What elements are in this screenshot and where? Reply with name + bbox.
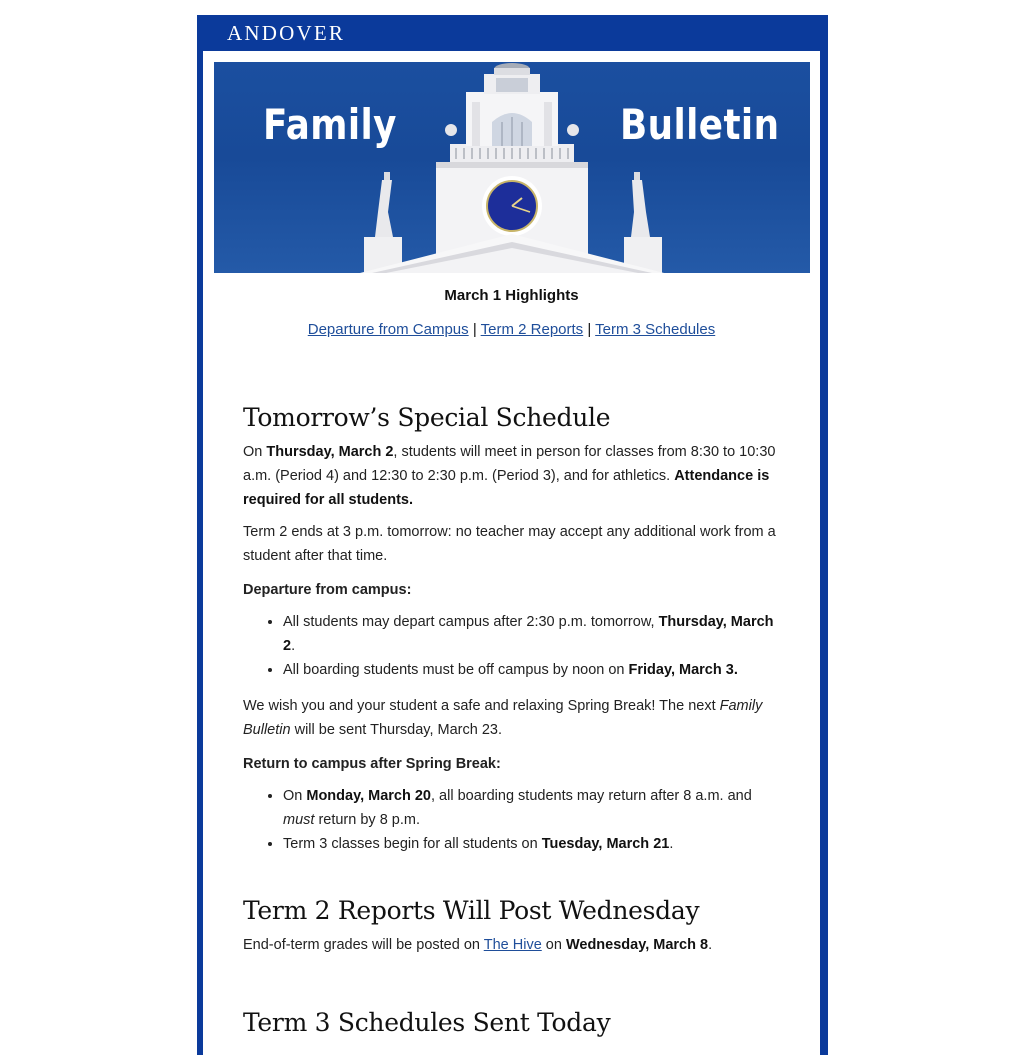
list-item: • Term 3 classes begin for all students on Tuesday, March 21.: [283, 832, 783, 856]
list-item: • All boarding students must be off campus by noon on Friday, March 3.: [283, 658, 783, 682]
hero-title-right: Bulletin: [620, 100, 780, 149]
section-title: Tomorrow’s Special Schedule: [243, 403, 611, 432]
nav-link-term3-schedules[interactable]: Term 3 Schedules: [595, 321, 716, 338]
term-end-paragraph: Term 2 ends at 3 p.m. tomorrow: no teacher may accept any additional work from a student after that time.: [243, 524, 776, 564]
andover-logo[interactable]: ANDOVER: [227, 21, 346, 45]
email-frame: [197, 15, 828, 1055]
nav-link-term2-reports[interactable]: Term 2 Reports: [480, 321, 584, 338]
article-term2-reports: [243, 896, 783, 957]
header-bar: [197, 15, 828, 51]
section-title: Term 3 Schedules Sent Today: [243, 1008, 611, 1037]
spring-break-paragraph: We wish you and your student a safe and relaxing Spring Break! The next Family Bulletin will be sent Thursday, March 23.: [243, 698, 763, 738]
clock-tower-illustration: [214, 62, 810, 273]
nav-separator: |: [472, 321, 477, 338]
return-heading: Return to campus after Spring Break:: [243, 756, 501, 772]
hero-banner: [214, 62, 810, 273]
nav-link-departure[interactable]: Departure from Campus: [307, 321, 469, 338]
article-special-schedule: [243, 403, 783, 856]
schedule-paragraph: On Thursday, March 2, students will meet in person for classes from 8:30 to 10:30 a.m. (Period 4) and 12:30 to 2:30 p.m. (Period 3), and for athletics. Attendance is required for all students.: [243, 444, 776, 508]
nav-separator: |: [587, 321, 592, 338]
the-hive-link[interactable]: The Hive: [483, 937, 542, 953]
section-nav: [203, 321, 820, 338]
section-title: Term 2 Reports Will Post Wednesday: [243, 896, 700, 925]
list-item: • All students may depart campus after 2:30 p.m. tomorrow, Thursday, March 2.: [283, 610, 783, 658]
list-item: • On Monday, March 20, all boarding students may return after 8 a.m. and must return by 8 p.m.: [283, 784, 783, 832]
email-content: [203, 51, 820, 1061]
highlights-title: March 1 Highlights: [444, 287, 579, 304]
departure-list: [243, 610, 783, 682]
departure-heading: Departure from campus:: [243, 582, 412, 598]
hero-title-left: Family: [263, 100, 397, 149]
reports-paragraph: End-of-term grades will be posted on The Hive on Wednesday, March 8.: [243, 937, 713, 953]
return-list: [243, 784, 783, 856]
article-term3-schedules: [243, 1008, 783, 1037]
